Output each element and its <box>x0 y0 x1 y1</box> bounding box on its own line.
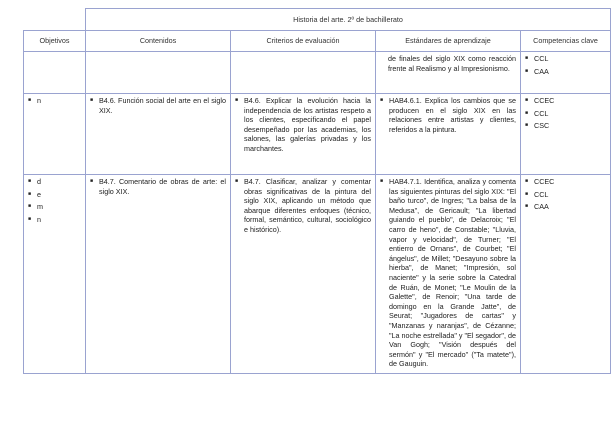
curriculum-table <box>23 8 611 374</box>
list-item: ■ CAA <box>525 202 549 212</box>
bullet-icon: ■ <box>525 67 529 74</box>
contenido-cell <box>86 94 231 175</box>
list-item: ■ CAA <box>525 66 549 76</box>
list-item: ■ CCL <box>525 108 549 118</box>
bullet-icon: ■ <box>525 97 529 103</box>
list-item: ■ CCL <box>525 189 549 199</box>
table-row <box>24 52 611 94</box>
title-spacer-cell <box>24 9 86 31</box>
list-item: ■ CCL <box>525 54 549 63</box>
table-row <box>24 175 611 374</box>
header-objetivos: Objetivos <box>24 31 86 52</box>
criterio-cell <box>231 52 376 94</box>
table-title: Historia del arte. 2º de bachillerato <box>86 9 611 31</box>
estandar-cell <box>376 52 521 94</box>
criterio-cell <box>231 175 376 374</box>
contenido-cell <box>86 52 231 94</box>
bullet-icon: ■ <box>525 109 529 116</box>
list-item: ■ e <box>28 189 41 199</box>
list-item: ■ CCEC <box>525 96 555 105</box>
header-contenidos: Contenidos <box>86 31 231 52</box>
objetivos-cell <box>24 94 86 175</box>
objetivos-cell <box>24 175 86 374</box>
bullet-icon: ■ <box>90 97 94 103</box>
bullet-icon: ■ <box>28 178 32 184</box>
list-item: ■ B4.7. Comentario de obras de arte: el siglo XIX. <box>90 177 226 196</box>
estandar-cell <box>376 175 521 374</box>
list-item: ■ HAB4.7.1. Identifica, analiza y comenta las siguientes pinturas del siglo XIX: "El baño turco", de Ingres; "La balsa de la Medusa", de Gericault; "La libertad guiando el pueblo", de Delacroix; "El carro de heno", de Constable; "Lluvia, vapor y velocidad", de Turner; "El entierro de Ornans", de Courbet; "El ángelus", de Millet; "Desayuno sobre la hierba", de Manet; "Impresión, sol naciente" y la serie sobre la Catedral de Ruán, de Monet; "Le Moulin de la Galette", de Renoir; "Una tarde de domingo en la Grande Jatte", de Seurat; "Jugadores de cartas" y "Manzanas y naranjas", de Cézanne; "La noche estrellada" y "El segador", de Van Gogh; "Visión después del sermón" y "El mercado" ("Ta matete"), de Gauguin. <box>380 177 516 369</box>
list-item: ■ B4.6. Función social del arte en el siglo XIX. <box>90 96 226 115</box>
bullet-icon: ■ <box>525 122 529 129</box>
bullet-icon: ■ <box>380 178 384 184</box>
bullet-icon: ■ <box>525 55 529 61</box>
bullet-icon: ■ <box>525 178 529 184</box>
header-competencias: Competencias clave <box>521 31 611 52</box>
estandar-cell <box>376 94 521 175</box>
list-item: ■ d <box>28 177 41 186</box>
header-estandares: Estándares de aprendizaje <box>376 31 521 52</box>
bullet-icon: ■ <box>28 190 32 197</box>
list-item: ■ B4.7. Clasificar, analizar y comentar obras significativas de la pintura del siglo XIX, aplicando un método que abarque diferentes enfoques (técnico, formal, semántico, cultural, sociológico e histórico). <box>235 177 371 234</box>
list-item: ■ CCEC <box>525 177 555 186</box>
bullet-icon: ■ <box>380 97 384 103</box>
list-item: ■ n <box>28 96 41 105</box>
bullet-icon: ■ <box>28 215 32 222</box>
list-item: ■ CSC <box>525 121 550 131</box>
criterio-cell <box>231 94 376 175</box>
competencias-cell <box>521 94 611 175</box>
objetivos-cell <box>24 52 86 94</box>
bullet-icon: ■ <box>525 203 529 210</box>
competencias-cell <box>521 52 611 94</box>
estandar-text: de finales del siglo XIX como reacción frente al Realismo y al Impresionismo. <box>388 54 516 73</box>
bullet-icon: ■ <box>28 97 32 103</box>
list-item: ■ m <box>28 202 43 212</box>
header-criterios: Criterios de evaluación <box>231 31 376 52</box>
list-item: ■ HAB4.6.1. Explica los cambios que se producen en el siglo XIX en las relaciones entre artistas y clientes, referidos a la pintura. <box>380 96 516 134</box>
bullet-icon: ■ <box>28 203 32 210</box>
table-row <box>24 94 611 175</box>
bullet-icon: ■ <box>235 178 239 184</box>
bullet-icon: ■ <box>90 178 94 184</box>
list-item: ■ n <box>28 214 41 224</box>
contenido-cell <box>86 175 231 374</box>
bullet-icon: ■ <box>235 97 239 103</box>
competencias-cell <box>521 175 611 374</box>
bullet-icon: ■ <box>525 190 529 197</box>
list-item: ■ B4.6. Explicar la evolución hacia la independencia de los artistas respeto a los clientes, especificando el papel desempeñado por las academias, los salones, las galerías privadas y los marchantes. <box>235 96 371 153</box>
